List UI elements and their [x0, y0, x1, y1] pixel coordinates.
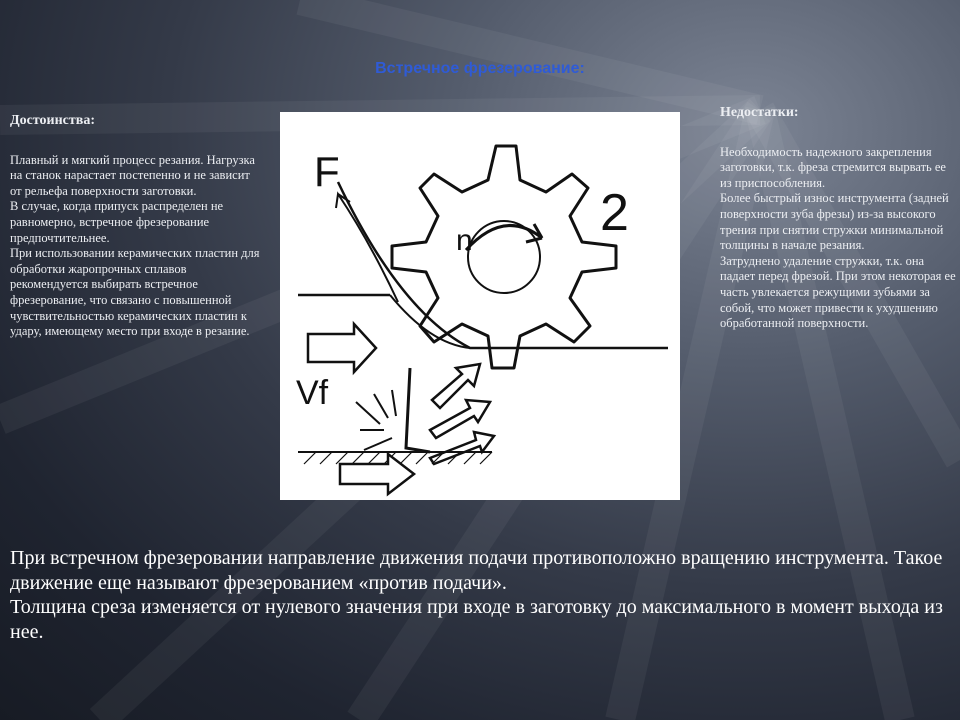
advantages-section — [10, 113, 260, 340]
milling-diagram-drawing — [280, 112, 680, 500]
force-arrow-icon — [336, 194, 398, 302]
advantages-paragraph: Плавный и мягкий процесс резания. Нагрузка на станок нарастает постепенно и не зависит от рельефа поверхности заготовки. — [10, 152, 255, 198]
advantages-paragraph: В случае, когда припуск распределен не равномерно, встречное фрезерование предпочтительнее. — [10, 199, 224, 245]
force-label: F — [314, 148, 340, 195]
summary-paragraph: При встречном фрезеровании направление движения подачи противоположно вращению инструмента. Такое движение еще называют фрезерованием «против подачи». — [10, 547, 943, 594]
disadvantages-paragraph: Необходимость надежного закрепления заготовки, т.к. фреза стремится вырвать ее из приспособления. — [720, 144, 946, 190]
disadvantages-paragraph: Более быстрый износ инструмента (задней поверхности зуба фрезы) из-за высокого трения при снятии стружки минимальной толщины в начале резания. — [720, 191, 949, 253]
milling-diagram — [280, 112, 680, 500]
advantages-heading: Достоинства: — [10, 113, 95, 128]
number-label: 2 — [600, 184, 629, 242]
summary-paragraph: Толщина среза изменяется от нулевого значения при входе в заготовку до максимального в момент выхода из нее. — [10, 596, 943, 643]
table-feed-arrow-icon — [340, 454, 414, 494]
tool-tip — [406, 368, 430, 452]
milling-cutter-gear — [392, 146, 616, 368]
disadvantages-paragraph: Затруднено удаление стружки, т.к. она падает перед фрезой. При этом некоторая ее часть увлекается режущими зубьями за собой, что может привести к ухудшению обработанной поверхности. — [720, 253, 956, 331]
feed-label: Vf — [296, 374, 329, 412]
rotation-arrow-icon — [466, 224, 542, 250]
rotation-label: n — [456, 224, 473, 257]
advantages-paragraph: При использовании керамических пластин для обработки жаропрочных сплавов рекомендуется выбирать встречное фрезерование, что связано с повышенной чувствительностью керамических пластин к удару, имеющему место при входе в резание. — [10, 246, 260, 339]
disadvantages-section — [720, 105, 960, 332]
slide-title: Встречное фрезерование: — [375, 60, 585, 77]
feed-arrow-icon — [308, 324, 376, 372]
sparks-icon — [356, 390, 396, 450]
summary-text — [10, 546, 955, 644]
disadvantages-heading: Недостатки: — [720, 105, 799, 120]
